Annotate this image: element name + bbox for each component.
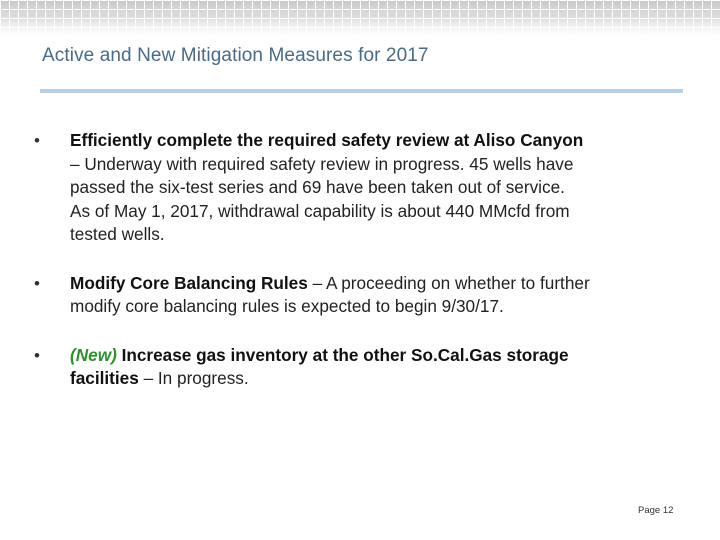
bullet-lead: Modify Core Balancing Rules [70,272,308,293]
bullet-detail-line: passed the six-test series and 69 have been taken out of service. [70,177,565,197]
bullet-text [70,344,684,391]
bullet-marker: • [34,131,40,150]
bullet-dash-detail: – A proceeding on whether to further [307,272,590,293]
bullet-item [34,344,684,391]
bullet-list [34,129,684,416]
bullet-lead: Efficiently complete the required safety review at Aliso Canyon [70,130,584,150]
bullet-lead: Increase gas inventory at the other So.Cal.Gas storage [116,344,569,365]
bullet-text [70,272,684,319]
header-grid-overlay [0,0,720,36]
bullet-detail-line: As of May 1, 2017, withdrawal capability is about 440 MMcfd from [70,200,570,221]
bullet-dash-detail: – In progress. [138,368,249,388]
bullet-item [34,272,684,319]
bullet-detail-line: modify core balancing rules is expected to begin 9/30/17. [70,296,504,316]
bullet-lead-continued: facilities [70,368,139,388]
new-tag: (New) [70,344,117,365]
bullet-item [34,129,684,247]
slide-title: Active and New Mitigation Measures for 2017 [42,45,429,66]
bullet-marker: • [34,345,40,365]
page-number: Page 12 [638,505,674,516]
bullet-detail-line: tested wells. [70,224,165,244]
title-divider [40,89,683,93]
bullet-detail-line: – Underway with required safety review in progress. 45 wells have [70,153,574,174]
bullet-text [70,129,684,247]
bullet-marker: • [34,273,40,293]
